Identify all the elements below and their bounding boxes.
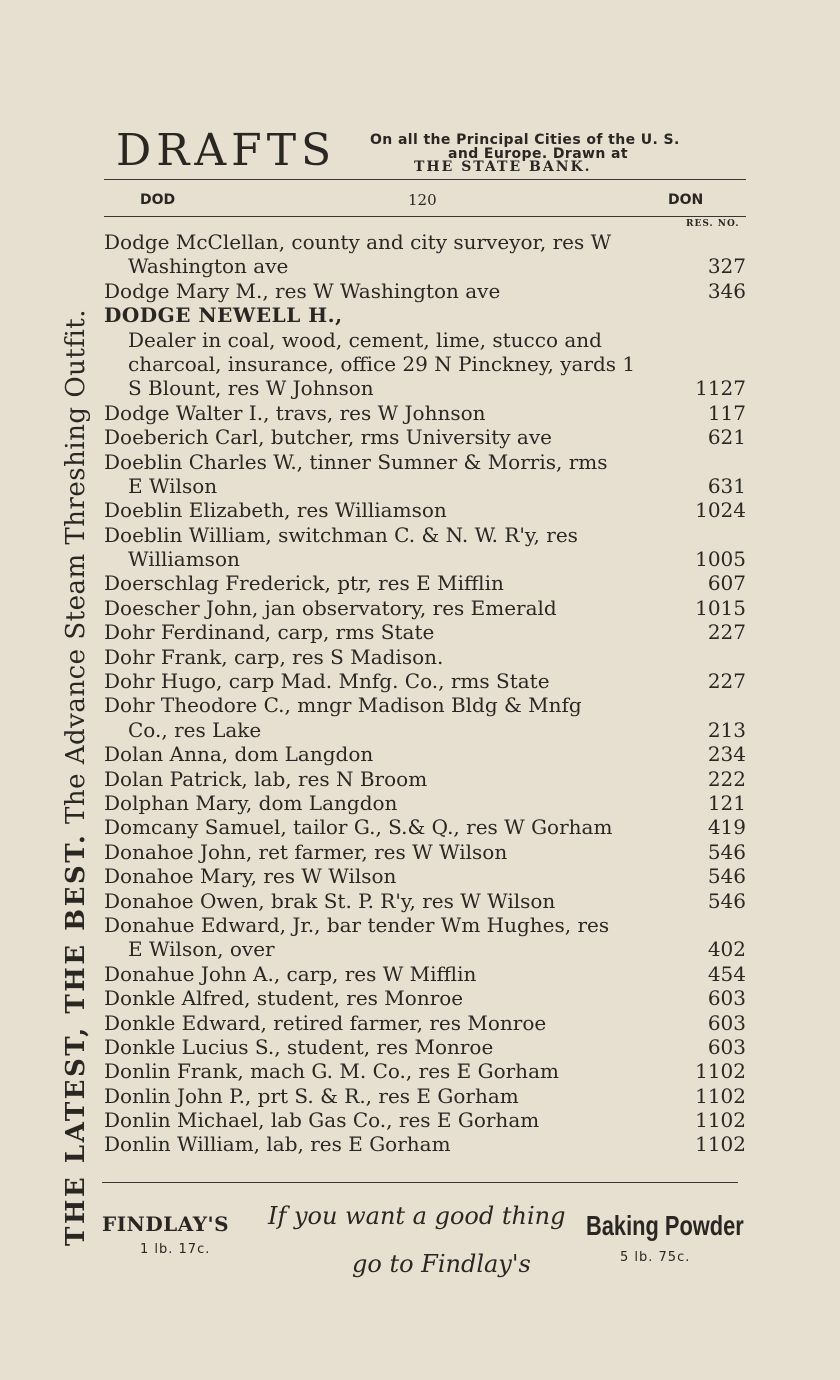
top-rule	[104, 179, 746, 180]
side-ad-bold-text: THE LATEST, THE BEST.	[61, 832, 91, 1246]
entry-line	[104, 352, 746, 376]
entry-line	[104, 498, 746, 522]
entry-text: Domcany Samuel, tailor G., S.& Q., res W Gorham	[104, 815, 613, 840]
entry-text: Donlin John P., prt S. & R., res E Gorham	[104, 1083, 519, 1108]
entry-line	[104, 230, 746, 254]
entry-line	[104, 450, 746, 474]
entry-line	[104, 547, 746, 571]
directory-listing	[104, 230, 746, 1157]
residence-number: 546	[707, 864, 746, 889]
entry-text: Donahue John A., carp, res W Mifflin	[104, 961, 477, 986]
entry-line	[104, 1059, 746, 1083]
entry-text: Washington ave	[128, 254, 289, 279]
entry-line	[104, 401, 746, 425]
entry-text: Dodge McClellan, county and city surveyor, res W	[104, 230, 612, 254]
entry-line	[104, 523, 746, 547]
residence-number: 327	[707, 254, 746, 279]
entry-text: Dohr Hugo, carp Mad. Mnfg. Co., rms State	[104, 669, 550, 694]
entry-line	[104, 645, 746, 669]
residence-number: 121	[707, 790, 746, 815]
entry-text: Doeberich Carl, butcher, rms University ave	[104, 425, 552, 450]
entry-line	[104, 1035, 746, 1059]
drafts-line-1: On all the Principal Cities of the U. S.	[370, 132, 680, 148]
residence-number: 1015	[695, 595, 746, 620]
residence-number: 546	[707, 888, 746, 913]
entry-text: Doeblin Charles W., tinner Sumner & Morris, rms	[104, 449, 608, 474]
residence-number: 1005	[695, 547, 746, 572]
entry-text: Dolan Anna, dom Langdon	[104, 742, 374, 767]
residence-number: 454	[707, 961, 746, 986]
residence-number: 1127	[695, 376, 746, 401]
page-number: 120	[408, 191, 437, 209]
entry-line	[104, 1084, 746, 1108]
entry-line	[104, 328, 746, 352]
entry-text: Donahoe Owen, brak St. P. R'y, res W Wilson	[104, 888, 556, 913]
entry-line	[104, 962, 746, 986]
residence-number: 227	[707, 669, 746, 694]
entry-line	[104, 279, 746, 303]
residence-number: 1102	[695, 1132, 746, 1157]
entry-text: Dolan Patrick, lab, res N Broom	[104, 766, 428, 791]
running-head-right: DON	[668, 192, 704, 208]
entry-text: Dolphan Mary, dom Langdon	[104, 790, 398, 815]
footer-brand: FINDLAY'S	[102, 1212, 230, 1236]
entry-line	[104, 596, 746, 620]
residence-number: 603	[707, 1034, 746, 1059]
entry-line	[104, 913, 746, 937]
running-head-left: DOD	[140, 192, 176, 208]
residence-number: 1102	[695, 1083, 746, 1108]
entry-line	[104, 742, 746, 766]
entry-line	[104, 864, 746, 888]
entry-text: Dodge Mary M., res W Washington ave	[104, 278, 501, 303]
entry-line	[104, 937, 746, 961]
footer-price-right: 5 lb. 75c.	[620, 1250, 691, 1265]
entry-line	[104, 1132, 746, 1156]
entry-text: S Blount, res W Johnson	[128, 376, 374, 401]
entry-line	[104, 791, 746, 815]
entry-text: Dealer in coal, wood, cement, lime, stucco and	[128, 327, 602, 352]
residence-number: 117	[707, 400, 746, 425]
residence-number: 603	[707, 1010, 746, 1035]
entry-line	[104, 840, 746, 864]
entry-text: DODGE NEWELL H.,	[104, 303, 343, 328]
entry-line	[104, 571, 746, 595]
residence-number: 1102	[695, 1059, 746, 1084]
residence-number: 631	[707, 473, 746, 498]
residence-number: 419	[707, 815, 746, 840]
column-header: RES. NO.	[686, 219, 740, 229]
entry-heading	[104, 303, 746, 327]
entry-text: Dohr Theodore C., mngr Madison Bldg & Mnfg	[104, 693, 582, 718]
entry-line	[104, 986, 746, 1010]
entry-text: Donkle Edward, retired farmer, res Monroe	[104, 1010, 547, 1035]
entry-line	[104, 1108, 746, 1132]
residence-number: 346	[707, 278, 746, 303]
entry-line	[104, 376, 746, 400]
footer-price-left: 1 lb. 17c.	[140, 1242, 211, 1257]
residence-number: 546	[707, 839, 746, 864]
entry-line	[104, 889, 746, 913]
entry-text: Williamson	[128, 547, 240, 572]
entry-text: Donlin Frank, mach G. M. Co., res E Gorham	[104, 1059, 559, 1084]
drafts-line-2: and Europe. Drawn at	[448, 146, 628, 162]
entry-text: Donkle Alfred, student, res Monroe	[104, 986, 464, 1011]
residence-number: 402	[707, 937, 746, 962]
entry-line	[104, 254, 746, 278]
entry-text: Donkle Lucius S., student, res Monroe	[104, 1034, 494, 1059]
residence-number: 621	[707, 425, 746, 450]
footer-product: Baking Powder	[586, 1210, 744, 1241]
residence-number: 1024	[695, 498, 746, 523]
residence-number: 607	[707, 571, 746, 596]
entry-line	[104, 425, 746, 449]
residence-number: 227	[707, 620, 746, 645]
entry-line	[104, 474, 746, 498]
entry-line	[104, 815, 746, 839]
entry-text: Doescher John, jan observatory, res Emerald	[104, 595, 557, 620]
entry-text: E Wilson, over	[128, 937, 275, 962]
entry-line	[104, 1011, 746, 1035]
entry-text: charcoal, insurance, office 29 N Pinckney, yards 1	[128, 351, 636, 376]
entry-text: Donlin Michael, lab Gas Co., res E Gorham	[104, 1108, 540, 1133]
entry-text: Doerschlag Frederick, ptr, res E Mifflin	[104, 571, 504, 596]
entry-text: Donlin William, lab, res E Gorham	[104, 1132, 451, 1157]
entry-line	[104, 669, 746, 693]
entry-text: Co., res Lake	[128, 717, 262, 742]
drafts-title: DRAFTS	[116, 125, 337, 176]
side-ad-regular-text: The Advance Steam Threshing Outfit.	[61, 308, 91, 833]
entry-text: Dohr Frank, carp, res S Madison.	[104, 644, 444, 669]
entry-line	[104, 718, 746, 742]
drafts-line-3: THE STATE BANK.	[414, 159, 592, 175]
footer-rule	[102, 1182, 738, 1183]
entry-line	[104, 693, 746, 717]
residence-number: 603	[707, 986, 746, 1011]
entry-text: E Wilson	[128, 473, 218, 498]
residence-number: 222	[707, 766, 746, 791]
entry-text: Donahoe Mary, res W Wilson	[104, 864, 397, 889]
residence-number: 213	[707, 717, 746, 742]
entry-text: Donahue Edward, Jr., bar tender Wm Hughes, res	[104, 912, 610, 937]
entry-text: Dohr Ferdinand, carp, rms State	[104, 620, 435, 645]
entry-text: Donahoe John, ret farmer, res W Wilson	[104, 839, 508, 864]
footer-script-line-2: go to Findlay's	[352, 1250, 531, 1278]
entry-text: Doeblin William, switchman C. & N. W. R'y, res	[104, 522, 578, 547]
entry-line	[104, 620, 746, 644]
residence-number: 1102	[695, 1108, 746, 1133]
entry-line	[104, 767, 746, 791]
side-advertisement	[56, 126, 96, 1246]
entry-text: Dodge Walter I., travs, res W Johnson	[104, 400, 486, 425]
footer-script-line-1: If you want a good thing	[268, 1202, 566, 1230]
entry-text: Doeblin Elizabeth, res Williamson	[104, 498, 447, 523]
header-rule	[104, 216, 746, 217]
residence-number: 234	[707, 742, 746, 767]
